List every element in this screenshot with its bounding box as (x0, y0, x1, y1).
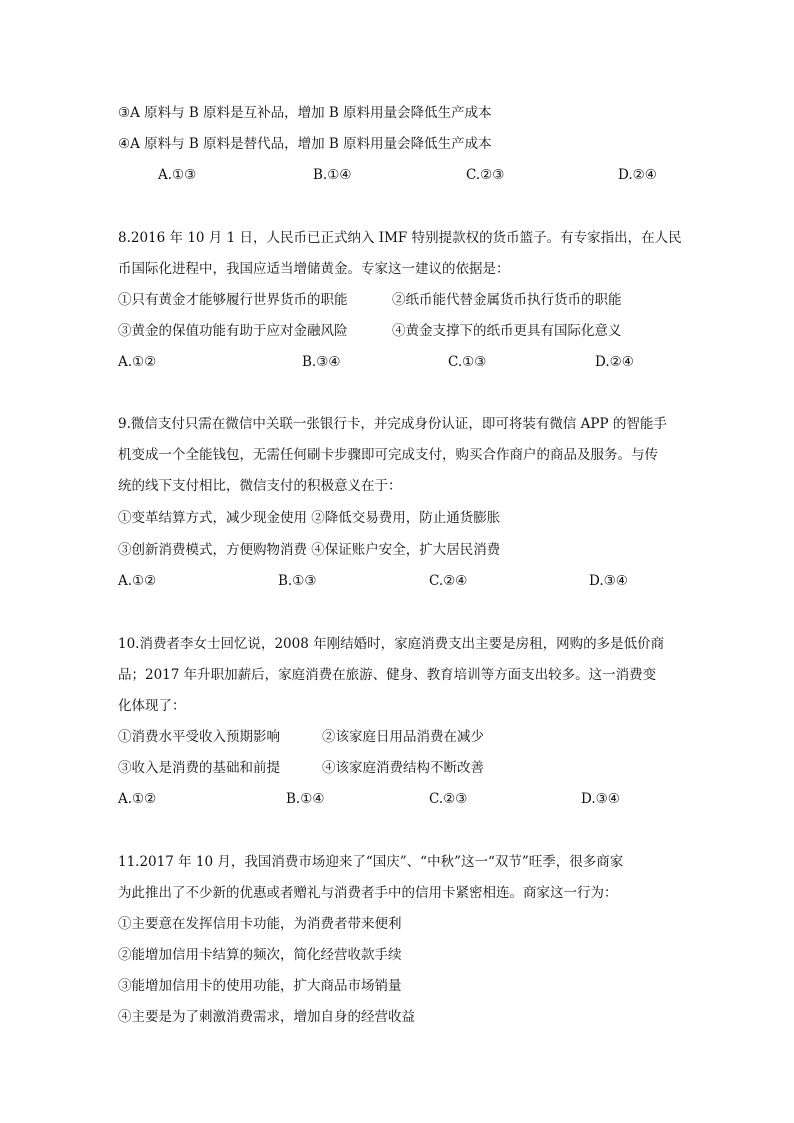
q7-option-c: C.②③ (466, 167, 505, 183)
q8-option-a: A.①② (118, 354, 157, 370)
q8-option-c: C.①③ (448, 354, 487, 370)
q10-stem-line-1: 10.消费者李女士回忆说，2008 年刚结婚时，家庭消费支出主要是房租，网购的多是低价商 (118, 636, 665, 652)
q8-statement-1: ①只有黄金才能够履行世界货币的职能 (118, 292, 348, 308)
q9-option-a: A.①② (118, 573, 157, 589)
q7-option-b: B.①④ (313, 167, 352, 183)
q8-option-d: D.②④ (595, 354, 634, 370)
q10-statement-2: ②该家庭日用品消费在减少 (322, 729, 484, 745)
q8-stem-line-1: 8.2016 年 10 月 1 日，人民币已正式纳入 IMF 特别提款权的货币篮子。有专家指出，在人民 (118, 230, 682, 246)
q7-option-d: D.②④ (618, 167, 657, 183)
q10-option-d: D.③④ (581, 791, 620, 807)
q9-option-c: C.②④ (429, 573, 468, 589)
q10-statement-4: ④该家庭消费结构不断改善 (322, 760, 484, 776)
q9-stem-line-1: 9.微信支付只需在微信中关联一张银行卡，并完成身份认证，即可将装有微信 APP 的智能手 (118, 416, 667, 432)
q10-statement-1: ①消费水平受收入预期影响 (118, 729, 280, 745)
q10-statement-3: ③收入是消费的基础和前提 (118, 760, 280, 776)
q8-option-b: B.③④ (302, 354, 341, 370)
q9-option-d: D.③④ (589, 573, 628, 589)
q8-statement-3: ③黄金的保值功能有助于应对金融风险 (118, 323, 348, 339)
q10-stem-line-3: 化体现了： (118, 698, 186, 714)
q10-option-a: A.①② (118, 791, 157, 807)
q11-stem-line-1: 11.2017 年 10 月，我国消费市场迎来了“国庆”、“中秋”这一“双节”旺季，很多商家 (118, 854, 624, 870)
q7-option-a: A.①③ (158, 167, 197, 183)
q8-statement-2: ②纸币能代替金属货币执行货币的职能 (392, 292, 622, 308)
q11-stem-line-2: 为此推出了不少新的优惠或者赠礼与消费者手中的信用卡紧密相连。商家这一行为： (118, 885, 618, 901)
q9-stem-line-3: 统的线下支付相比，微信支付的积极意义在于： (118, 478, 402, 494)
q7-statement-3: ③A 原料与 B 原料是互补品，增加 B 原料用量会降低生产成本 (118, 105, 492, 121)
q11-statement-2: ②能增加信用卡结算的频次，简化经营收款手续 (118, 947, 402, 963)
q7-statement-4: ④A 原料与 B 原料是替代品，增加 B 原料用量会降低生产成本 (118, 136, 492, 152)
q11-statement-1: ①主要意在发挥信用卡功能，为消费者带来便利 (118, 916, 402, 932)
q10-option-c: C.②③ (429, 791, 468, 807)
q8-statement-4: ④黄金支撑下的纸币更具有国际化意义 (392, 323, 622, 339)
q8-stem-line-2: 币国际化进程中，我国应适当增储黄金。专家这一建议的依据是： (118, 261, 510, 277)
q11-statement-4: ④主要是为了刺激消费需求，增加自身的经营收益 (118, 1009, 415, 1025)
q10-option-b: B.①④ (286, 791, 325, 807)
q10-stem-line-2: 品；2017 年升职加薪后，家庭消费在旅游、健身、教育培训等方面支出较多。这一消费变 (118, 667, 657, 683)
q9-stem-line-2: 机变成一个全能钱包，无需任何刷卡步骤即可完成支付，购买合作商户的商品及服务。与传 (118, 447, 658, 463)
q9-option-b: B.①③ (278, 573, 317, 589)
q9-statements-1-2: ①变革结算方式，减少现金使用 ②降低交易费用，防止通货膨胀 (118, 510, 501, 526)
q11-statement-3: ③能增加信用卡的使用功能，扩大商品市场销量 (118, 978, 402, 994)
q9-statements-3-4: ③创新消费模式，方便购物消费 ④保证账户安全，扩大居民消费 (118, 542, 501, 558)
